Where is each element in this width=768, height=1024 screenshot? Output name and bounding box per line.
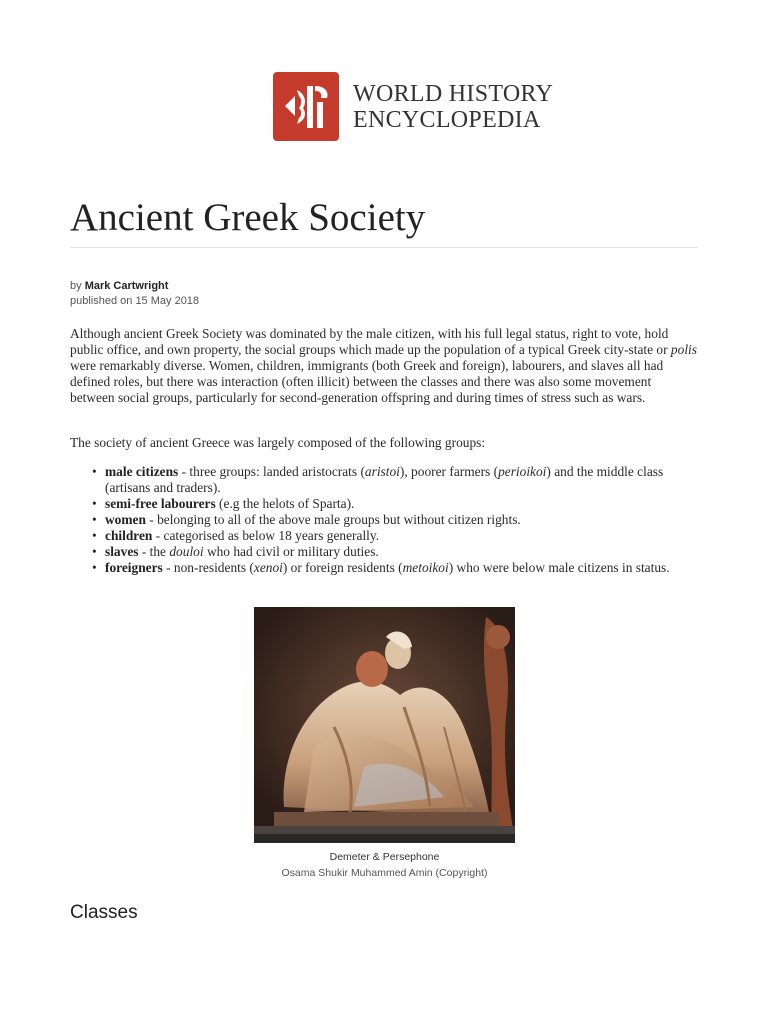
- intro-text-a: Although ancient Greek Society was dominated by the male citizen, with his full legal status, right to vote, hold public office, and own property, the social groups which made up the population of a typical Greek city-state or: [70, 326, 671, 357]
- group-text: ) or foreign residents (: [282, 560, 403, 575]
- group-term: slaves: [105, 544, 139, 559]
- group-text: - categorised as below 18 years generally.: [152, 528, 380, 543]
- group-emphasis: douloi: [169, 544, 204, 559]
- logo-line-2: ENCYCLOPEDIA: [353, 107, 541, 133]
- logo-mark-icon: [273, 72, 339, 141]
- page-title: Ancient Greek Society: [70, 196, 426, 239]
- caption-title: Demeter & Persephone: [329, 851, 440, 863]
- group-text: (e.g the helots of Sparta).: [215, 496, 355, 511]
- bullet-icon: •: [92, 544, 97, 559]
- intro-text-b: were remarkably diverse. Women, children, immigrants (both Greek and foreign), labourers, and slaves all had defined roles, but there was interaction (often illicit) between the classes and there was also some movement between social groups, particularly for second-generation offspring and during times of stress such as wars.: [70, 358, 664, 405]
- bullet-icon: •: [92, 512, 97, 527]
- logo-wordmark: [353, 81, 553, 133]
- byline: [70, 279, 199, 294]
- group-emphasis: aristoi: [364, 464, 400, 479]
- section-heading-classes: Classes: [70, 902, 138, 923]
- group-text: ), poorer farmers (: [399, 464, 499, 479]
- group-text: ) and the middle class (artisans and traders).: [105, 464, 664, 495]
- bullet-icon: •: [92, 528, 97, 543]
- groups-intro-paragraph: The society of ancient Greece was largely composed of the following groups:: [70, 435, 486, 450]
- title-divider: [70, 247, 698, 248]
- bullet-icon: •: [92, 496, 97, 511]
- group-text: ) who were below male citizens in status.: [448, 560, 670, 575]
- logo-line-1: WORLD HISTORY: [353, 81, 554, 107]
- figure-caption: [254, 849, 515, 881]
- list-item: [92, 496, 692, 512]
- list-item: [92, 512, 692, 528]
- group-term: semi-free labourers: [105, 496, 216, 511]
- group-text: - the: [138, 544, 170, 559]
- author-link[interactable]: Mark Cartwright: [84, 280, 169, 292]
- social-groups-list: [92, 464, 692, 576]
- caption-credit[interactable]: Osama Shukir Muhammed Amin (Copyright): [281, 867, 488, 879]
- list-item: [92, 464, 692, 496]
- bullet-icon: •: [92, 560, 97, 575]
- group-text: who had civil or military duties.: [203, 544, 379, 559]
- list-item: [92, 528, 692, 544]
- group-term: women: [105, 512, 146, 527]
- group-emphasis: metoikoi: [402, 560, 449, 575]
- list-item: [92, 544, 692, 560]
- group-term: male citizens: [105, 464, 179, 479]
- group-text: - belonging to all of the above male groups but without citizen rights.: [145, 512, 521, 527]
- sculpture-photo[interactable]: [254, 607, 515, 843]
- site-logo[interactable]: [273, 72, 563, 142]
- list-item: [92, 560, 692, 576]
- group-text: - three groups: landed aristocrats (: [178, 464, 365, 479]
- intro-paragraph: [70, 326, 698, 406]
- published-date: published on 15 May 2018: [70, 295, 200, 307]
- group-term: children: [105, 528, 153, 543]
- group-term: foreigners: [105, 560, 163, 575]
- article-meta: [70, 279, 199, 309]
- group-text: - non-residents (: [162, 560, 254, 575]
- by-label: by: [70, 280, 82, 292]
- intro-emphasis: polis: [670, 342, 697, 357]
- group-emphasis: perioikoi: [498, 464, 547, 479]
- bullet-icon: •: [92, 464, 97, 479]
- group-emphasis: xenoi: [253, 560, 283, 575]
